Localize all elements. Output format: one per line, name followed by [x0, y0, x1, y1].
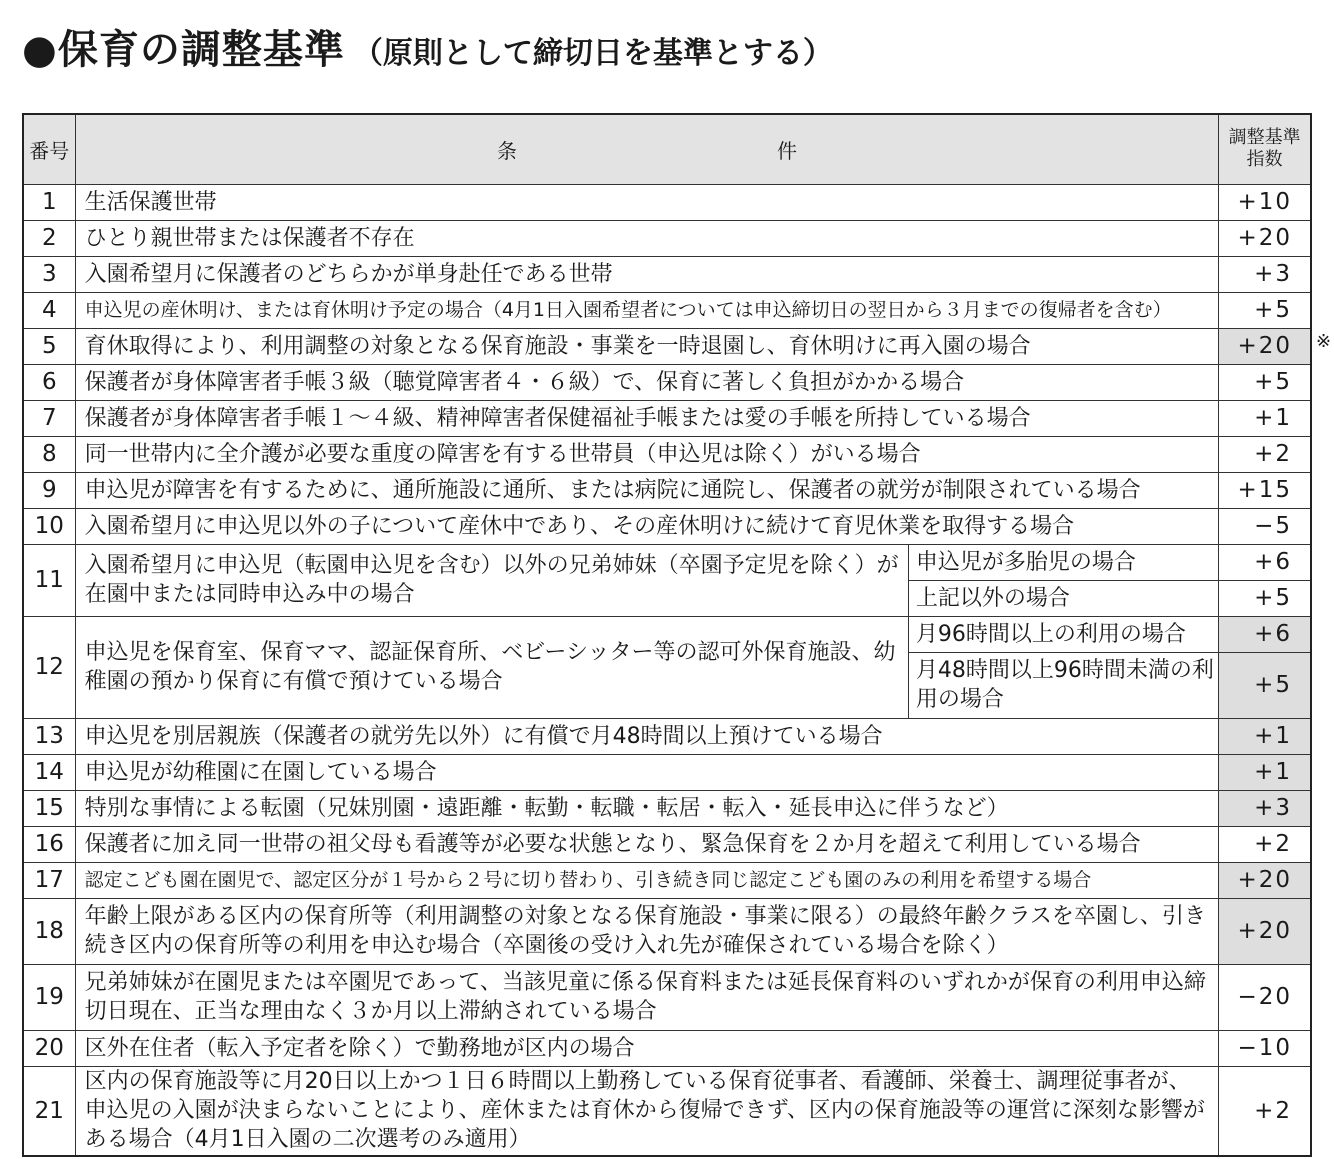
row-number: 3 [23, 256, 75, 292]
table-row [23, 292, 1311, 328]
table-row [23, 508, 1311, 544]
row-number: 2 [23, 220, 75, 256]
table-row [23, 364, 1311, 400]
row-number: 1 [23, 184, 75, 220]
row-score: +5 [1219, 580, 1311, 616]
row-condition: 生活保護世帯 [75, 184, 1219, 220]
title-main: 保育の調整基準 [57, 27, 345, 73]
row-number: 11 [23, 544, 75, 616]
row-condition: 入園希望月に申込児（転園申込児を含む）以外の兄弟姉妹（卒園予定児を除く）が在園中または同時申込み中の場合 [75, 544, 908, 616]
table-row [23, 964, 1311, 1030]
table-row [23, 826, 1311, 862]
row-condition: 入園希望月に保護者のどちらかが単身赴任である世帯 [75, 256, 1219, 292]
row-score: +3 [1219, 256, 1311, 292]
table-row [23, 328, 1311, 364]
row-condition: 申込児を保育室、保育ママ、認証保育所、ベビーシッター等の認可外保育施設、幼稚園の預かり保育に有償で預けている場合 [75, 616, 908, 718]
row-score: +1 [1219, 754, 1311, 790]
row-score: +5 [1219, 652, 1311, 718]
row-score: +1 [1219, 718, 1311, 754]
row-condition: 保護者に加え同一世帯の祖父母も看護等が必要な状態となり、緊急保育を２か月を超えて利用している場合 [75, 826, 1219, 862]
row-score: +5 [1219, 292, 1311, 328]
row-condition: 区内の保育施設等に月20日以上かつ１日６時間以上勤務している保育従事者、看護師、栄養士、調理従事者が、申込児の入園が決まらないことにより、産休または育休から復帰できず、区内の保育施設等の運営に深刻な影響がある場合（4月1日入園の二次選考のみ適用） [75, 1066, 1219, 1156]
row-condition: 入園希望月に申込児以外の子について産休中であり、その産休明けに続けて育児休業を取得する場合 [75, 508, 1219, 544]
row-score: +5 [1219, 364, 1311, 400]
row-score: +3 [1219, 790, 1311, 826]
row-score: +2 [1219, 826, 1311, 862]
table-row [23, 544, 1311, 580]
row-condition: 申込児が障害を有するために、通所施設に通所、または病院に通院し、保護者の就労が制限されている場合 [75, 472, 1219, 508]
row-number: 16 [23, 826, 75, 862]
title-bullet: ● [22, 27, 58, 73]
row-condition: 兄弟姉妹が在園児または卒園児であって、当該児童に係る保育料または延長保育料のいずれかが保育の利用申込締切日現在、正当な理由なく３か月以上滞納されている場合 [75, 964, 1219, 1030]
table-row [23, 616, 1311, 652]
table-row [23, 898, 1311, 964]
row-score: +1 [1219, 400, 1311, 436]
row-condition: 育休取得により、利用調整の対象となる保育施設・事業を一時退園し、育休明けに再入園の場合 [75, 328, 1219, 364]
header-score [1219, 114, 1311, 184]
row-score: +20 [1219, 898, 1311, 964]
row-score: −10 [1219, 1030, 1311, 1066]
table-row [23, 472, 1311, 508]
row-condition: 申込児の産休明け、または育休明け予定の場合（4月1日入園希望者については申込締切日の翌日から３月までの復帰者を含む） [75, 292, 1219, 328]
row-condition: 同一世帯内に全介護が必要な重度の障害を有する世帯員（申込児は除く）がいる場合 [75, 436, 1219, 472]
row-sub-condition: 月48時間以上96時間未満の利用の場合 [908, 652, 1218, 718]
header-score-line1: 調整基準 [1228, 127, 1301, 149]
table-row [23, 754, 1311, 790]
row-number: 19 [23, 964, 75, 1030]
row-score: +20 [1219, 220, 1311, 256]
table-row [23, 790, 1311, 826]
row-condition: 申込児を別居親族（保護者の就労先以外）に有償で月48時間以上預けている場合 [75, 718, 1219, 754]
row-score: +2 [1219, 1066, 1311, 1156]
row-number: 21 [23, 1066, 75, 1156]
header-number: 番号 [23, 114, 75, 184]
row-number: 18 [23, 898, 75, 964]
row-number: 15 [23, 790, 75, 826]
table-row [23, 184, 1311, 220]
table-row [23, 718, 1311, 754]
row-number: 6 [23, 364, 75, 400]
row-number: 10 [23, 508, 75, 544]
table-row [23, 1030, 1311, 1066]
row-number: 8 [23, 436, 75, 472]
table-row [23, 220, 1311, 256]
row-sub-condition: 上記以外の場合 [908, 580, 1218, 616]
table-row [23, 436, 1311, 472]
row-condition: 保護者が身体障害者手帳１～４級、精神障害者保健福祉手帳または愛の手帳を所持している場合 [75, 400, 1219, 436]
row-number: 13 [23, 718, 75, 754]
row-condition: 認定こども園在園児で、認定区分が１号から２号に切り替わり、引き続き同じ認定こども園のみの利用を希望する場合 [75, 862, 1219, 898]
row-sub-condition: 月96時間以上の利用の場合 [908, 616, 1218, 652]
row-condition: 区外在住者（転入予定者を除く）で勤務地が区内の場合 [75, 1030, 1219, 1066]
row-score: +6 [1219, 544, 1311, 580]
row-score: +2 [1219, 436, 1311, 472]
row-sub-condition: 申込児が多胎児の場合 [908, 544, 1218, 580]
table-row [23, 1066, 1311, 1156]
row-condition: ひとり親世帯または保護者不存在 [75, 220, 1219, 256]
row-score: −20 [1219, 964, 1311, 1030]
row-score: +6 [1219, 616, 1311, 652]
row-number: 12 [23, 616, 75, 718]
header-condition: 条件 [75, 114, 1219, 184]
row-score: +20 [1219, 862, 1311, 898]
row-number: 9 [23, 472, 75, 508]
table-row [23, 256, 1311, 292]
row-score: +15 [1219, 472, 1311, 508]
row-number: 17 [23, 862, 75, 898]
row-condition: 特別な事情による転園（兄妹別園・遠距離・転勤・転職・転居・転入・延長申込に伴うなど） [75, 790, 1219, 826]
row-score: +10 [1219, 184, 1311, 220]
row-condition: 申込児が幼稚園に在園している場合 [75, 754, 1219, 790]
table-header-row [23, 114, 1311, 184]
header-score-line2: 指数 [1246, 149, 1283, 171]
row-condition: 年齢上限がある区内の保育所等（利用調整の対象となる保育施設・事業に限る）の最終年齢クラスを卒園し、引き続き区内の保育所等の利用を申込む場合（卒園後の受け入れ先が確保されている場合を除く） [75, 898, 1219, 964]
row-condition: 保護者が身体障害者手帳３級（聴覚障害者４・６級）で、保育に著しく負担がかかる場合 [75, 364, 1219, 400]
page-title [22, 18, 833, 78]
row-number: 4 [23, 292, 75, 328]
row-number: 5 [23, 328, 75, 364]
row-score: −5 [1219, 508, 1311, 544]
row5-note-mark: ※ [1316, 331, 1332, 352]
table-row [23, 400, 1311, 436]
table-row [23, 862, 1311, 898]
title-sub: （原則として締切日を基準とする） [352, 36, 833, 71]
row-number: 20 [23, 1030, 75, 1066]
adjustment-criteria-table [22, 113, 1312, 1157]
row-number: 14 [23, 754, 75, 790]
row-score: +20 [1219, 328, 1311, 364]
row-number: 7 [23, 400, 75, 436]
